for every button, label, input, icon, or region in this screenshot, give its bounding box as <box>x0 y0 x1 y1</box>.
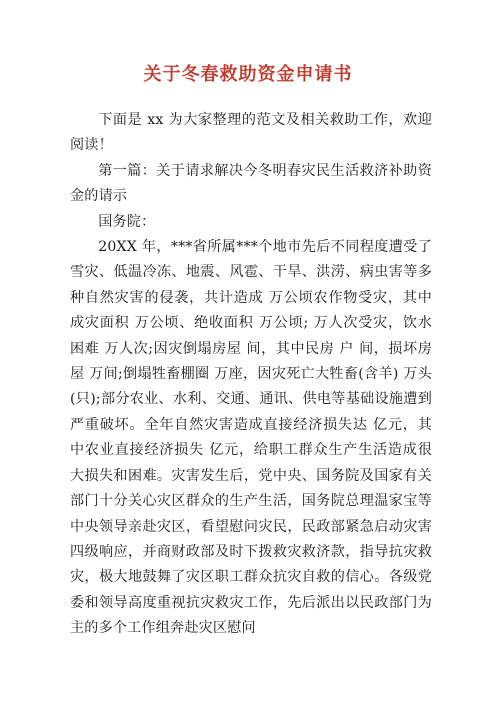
paragraph-main: 20XX 年，***省所属***个地市先后不同程度遭受了雪灾、低温冷冻、地震、风雹、干旱、洪涝、病虫害等多种自然灾害的侵袭，共计造成 万公顷农作物受灾，其中成灾面积 万公顷、绝收面积 万公顷; 万人次受灾，饮水困难 万人次;因灾倒塌房屋 间，其中民房 户 间，损坏房屋 万间;倒塌牲畜棚圈 万座，因灾死亡大牲畜(含羊) 万头(只);部分农业、水利、交通、通讯、供电等基础设施遭到严重破坏。全年自然灾害造成直接经济损失达 亿元，其中农业直接经济损失 亿元，给职工群众生产生活造成很大损失和困难。灾害发生后，党中央、国务院及国家有关部门十分关心灾区群众的生产生活，国务院总理温家宝等中央领导亲赴灾区，看望慰问灾民，民政部紧急启动灾害四级响应，并商财政部及时下拨救灾救济款，指导抗灾救灾，极大地鼓舞了灾区职工群众抗灾自救的信心。各级党委和领导高度重视抗灾救灾工作，先后派出以民政部门为主的多个工作组奔赴灾区慰问 <box>70 239 432 637</box>
paragraph-intro: 下面是 xx 为大家整理的范文及相关救助工作，欢迎阅读！ <box>70 112 432 154</box>
document-body <box>70 108 432 642</box>
paragraph-addressee: 国务院： <box>98 213 156 230</box>
document-title: 关于冬春救助资金申请书 <box>143 64 353 85</box>
paragraph-section-heading: 第一篇：关于请求解决今冬明春灾民生活救济补助资金的请示 <box>70 162 432 205</box>
